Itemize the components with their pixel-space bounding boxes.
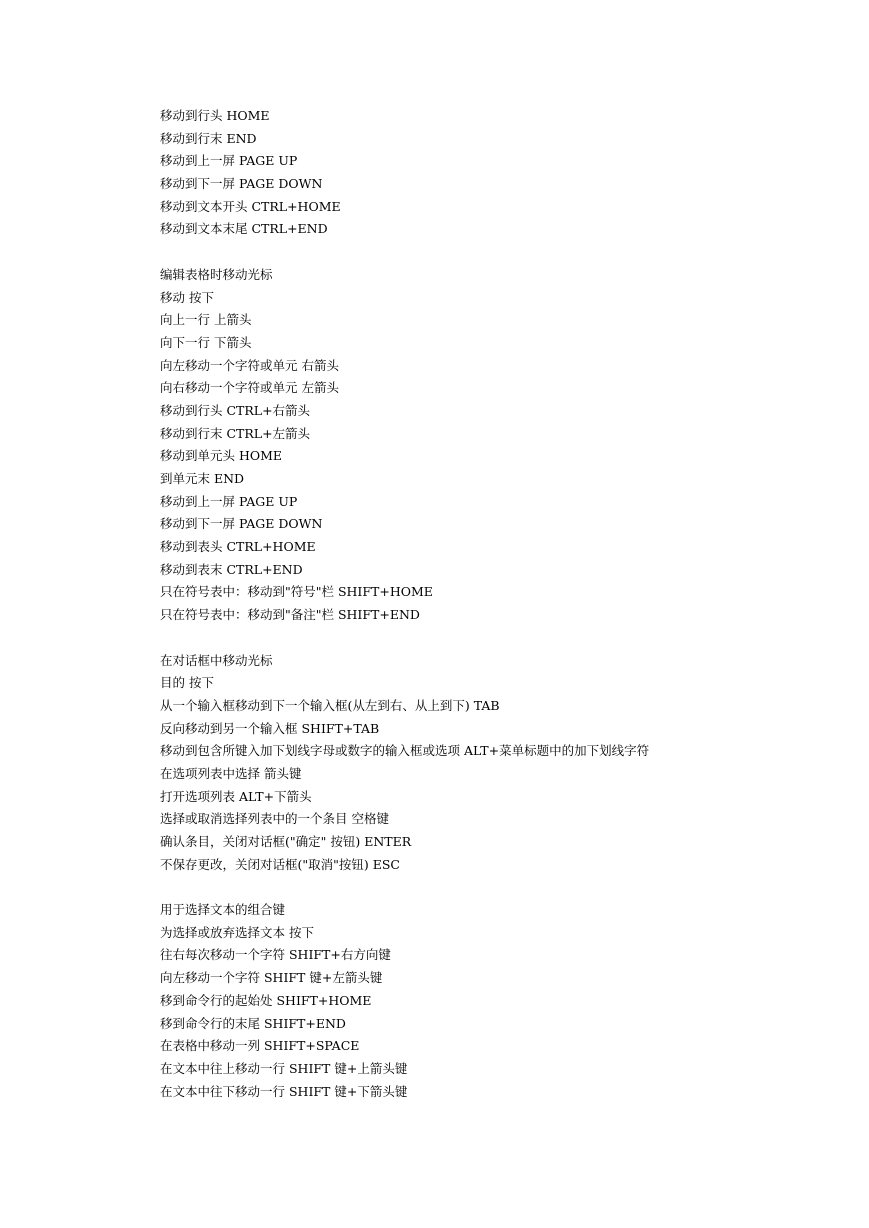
text-line: 移动到包含所键入加下划线字母或数字的输入框或选项 ALT+菜单标题中的加下划线字符 xyxy=(160,743,650,759)
text-line: 向左移动一个字符或单元 右箭头 xyxy=(160,357,339,373)
text-line: 从一个输入框移动到下一个输入框(从左到右、从上到下) TAB xyxy=(160,697,500,713)
text-line: 只在符号表中：移动到"备注"栏 SHIFT+END xyxy=(160,607,420,623)
blank-line xyxy=(160,627,840,650)
text-line: 反向移动到另一个输入框 SHIFT+TAB xyxy=(160,720,380,736)
section-table-navigation xyxy=(160,264,840,627)
section-text-selection xyxy=(160,899,840,1103)
section-dialog-navigation xyxy=(160,650,840,877)
text-line: 移动到表末 CTRL+END xyxy=(160,561,303,577)
text-line: 向上一行 上箭头 xyxy=(160,312,252,328)
text-line: 移到命令行的起始处 SHIFT+HOME xyxy=(160,992,372,1008)
text-line: 选择或取消选择列表中的一个条目 空格键 xyxy=(160,811,389,827)
document-body xyxy=(160,105,840,1103)
text-line: 打开选项列表 ALT+下箭头 xyxy=(160,788,312,804)
text-line: 不保存更改，关闭对话框("取消"按钮) ESC xyxy=(160,856,400,872)
text-line: 往右每次移动一个字符 SHIFT+右方向键 xyxy=(160,947,391,963)
text-line: 到单元末 END xyxy=(160,471,245,486)
text-line: 移动到文本开头 CTRL+HOME xyxy=(160,198,341,214)
text-line: 目的 按下 xyxy=(160,675,214,691)
text-line: 向下一行 下箭头 xyxy=(160,334,252,350)
text-line: 移动到行头 HOME xyxy=(160,108,270,123)
text-line: 移到命令行的末尾 SHIFT+END xyxy=(160,1015,346,1031)
text-line: 移动到下一屏 PAGE DOWN xyxy=(160,176,323,192)
text-line: 移动 按下 xyxy=(160,289,214,305)
text-line: 移动到行末 END xyxy=(160,130,257,146)
text-line: 移动到行头 CTRL+右箭头 xyxy=(160,402,311,418)
text-line: 在选项列表中选择 箭头键 xyxy=(160,765,302,781)
text-line: 只在符号表中：移动到"符号"栏 SHIFT+HOME xyxy=(160,584,433,600)
section-heading: 在对话框中移动光标 xyxy=(160,652,273,668)
section-heading: 用于选择文本的组合键 xyxy=(160,902,286,918)
text-line: 确认条目，关闭对话框("确定" 按钮) ENTER xyxy=(160,834,412,849)
blank-line xyxy=(160,241,840,264)
text-line: 移动到下一屏 PAGE DOWN xyxy=(160,516,323,532)
text-line: 移动到单元头 HOME xyxy=(160,448,283,464)
text-line: 移动到上一屏 PAGE UP xyxy=(160,493,298,509)
text-line: 在文本中往上移动一行 SHIFT 键+上箭头键 xyxy=(160,1060,408,1076)
section-text-navigation xyxy=(160,105,840,241)
text-line: 移动到文本末尾 CTRL+END xyxy=(160,221,328,237)
text-line: 移动到表头 CTRL+HOME xyxy=(160,539,316,555)
text-line: 向左移动一个字符 SHIFT 键+左箭头键 xyxy=(160,970,383,986)
text-line: 在表格中移动一列 SHIFT+SPACE xyxy=(160,1038,360,1054)
text-line: 移动到上一屏 PAGE UP xyxy=(160,153,298,169)
blank-line xyxy=(160,876,840,899)
text-line: 在文本中往下移动一行 SHIFT 键+下箭头键 xyxy=(160,1083,408,1099)
text-line: 为选择或放弃选择文本 按下 xyxy=(160,924,314,940)
section-heading: 编辑表格时移动光标 xyxy=(160,266,273,282)
text-line: 向右移动一个字符或单元 左箭头 xyxy=(160,380,339,396)
text-line: 移动到行末 CTRL+左箭头 xyxy=(160,425,311,441)
